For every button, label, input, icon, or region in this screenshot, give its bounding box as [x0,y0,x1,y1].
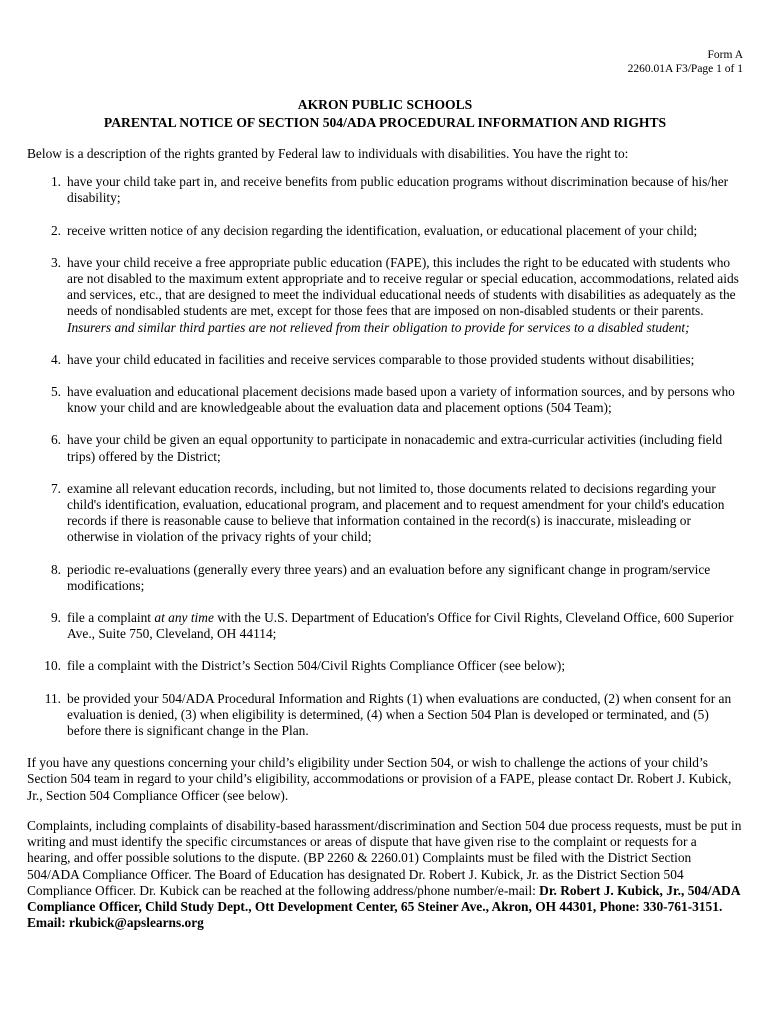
item-number: 5. [50,384,61,400]
item-text: be provided your 504/ADA Procedural Information and Rights (1) when evaluations are conducted, (2) when consent for an evaluation is denied, (3) when eligibility is determined, (4) when a Section 504 Plan is developed or terminated, and (5) before there is significant change in the Plan. [67,690,732,739]
item-number: 3. [50,254,61,270]
questions-paragraph: If you have any questions concerning your child’s eligibility under Section 504, or wish to challenge the actions of your child’s Section 504 team in regard to your child’s eligibility, accommodations or provision of a FAPE, please contact Dr. Robert J. Kubick, Jr., Section 504 Compliance Officer (see below). [27,755,732,803]
item-text: have your child be given an equal opportunity to participate in nonacademic and extra-curricular activities (including field trips) offered by the District; [67,432,723,464]
item-italic-text: Insurers and similar third parties are not relieved from their obligation to provide for services to a disabled student; [67,319,690,335]
item-text: examine all relevant education records, including, but not limited to, those documents related to decisions regarding your child's identification, evaluation, educational program, and placement and to request amendment for your child's education records if there is reasonable cause to believe that information contained in the record(s) is inaccurate, misleading or otherwise in violation of the privacy rights of your child; [67,480,725,545]
item-number: 10. [44,658,61,674]
form-reference [27,48,743,76]
list-item [27,223,743,239]
list-item [27,174,743,206]
item-text: have your child educated in facilities and receive services comparable to those provided students without disabilities; [67,351,695,367]
item-italic-text: at any time [154,610,214,626]
item-number: 2. [50,222,61,238]
item-number: 6. [50,432,61,448]
list-item [27,432,743,464]
item-text: file a complaint with the District’s Section 504/Civil Rights Compliance Officer (see below); [67,658,566,674]
document-title [27,96,743,132]
item-number: 9. [50,610,61,626]
intro-paragraph: Below is a description of the rights granted by Federal law to individuals with disabilities. You have the right to: [27,146,629,161]
item-text-prefix: file a complaint [67,610,155,626]
item-text: with the U.S. Department of Education's Office for Civil Rights, Cleveland Office, 600 Superior Ave., Suite 750, Cleveland, OH 44114; [67,610,734,642]
complaints-text: Complaints, including complaints of disability-based harassment/discrimination and Section 504 due process requests, must be put in writing and must identify the specific circumstances or areas of dispute that have given rise to the complaint or requests for a hearing, and offer possible solutions to the dispute. (BP 2260 & 2260.01) Complaints must be filed with the District Section 504/ADA Compliance Officer. The Board of Education has designated Dr. Robert J. Kubick, Jr. as the District Section 504 Compliance Officer. Dr. Kubick can be reached at the following address/phone number/e-mail: [27,817,742,898]
contact-info: Dr. Robert J. Kubick, Jr., 504/ADA Compliance Officer, Child Study Dept., Ott Development Center, 65 Steiner Ave., Akron, OH 44301, Phone: 330-761-3151. Email: rkubick@apslearns.org [27,882,740,931]
list-item [27,255,743,336]
document-page [27,48,743,945]
list-item [27,610,743,642]
list-item [27,352,743,368]
item-text: periodic re-evaluations (generally every three years) and an evaluation before any significant change in program/service modifications; [67,561,711,593]
list-item [27,658,743,674]
item-text: have evaluation and educational placement decisions made based upon a variety of information sources, and by persons who know your child and are knowledgeable about the evaluation data and placement options (504 Team); [67,384,735,416]
item-number: 8. [50,561,61,577]
list-item [27,691,743,740]
complaints-paragraph [27,818,743,931]
item-text: have your child receive a free appropriate public education (FAPE), this includes the right to be educated with students who are not disabled to the maximum extent appropriate and to receive regular or special education, accommodations, related aids and services, etc., that are designed to meet the individual educational needs of students with disabilities as adequately as the needs of nondisabled students are met, except for those fees that are imposed on non-disabled students or their parents. [67,254,739,319]
rights-list [27,174,743,739]
list-item [27,562,743,594]
item-text: have your child take part in, and receive benefits from public education programs without discrimination because of his/her disability; [67,174,729,206]
item-number: 11. [44,690,61,706]
item-number: 1. [50,174,61,190]
item-number: 4. [50,351,61,367]
title-line-1: AKRON PUBLIC SCHOOLS [297,97,473,112]
list-item [27,384,743,416]
title-line-2: PARENTAL NOTICE OF SECTION 504/ADA PROCEDURAL INFORMATION AND RIGHTS [103,115,667,130]
page-reference: 2260.01A F3/Page 1 of 1 [627,63,743,75]
list-item [27,481,743,546]
item-text: receive written notice of any decision regarding the identification, evaluation, or educational placement of your child; [67,222,698,238]
item-number: 7. [50,480,61,496]
form-label: Form A [707,49,743,61]
